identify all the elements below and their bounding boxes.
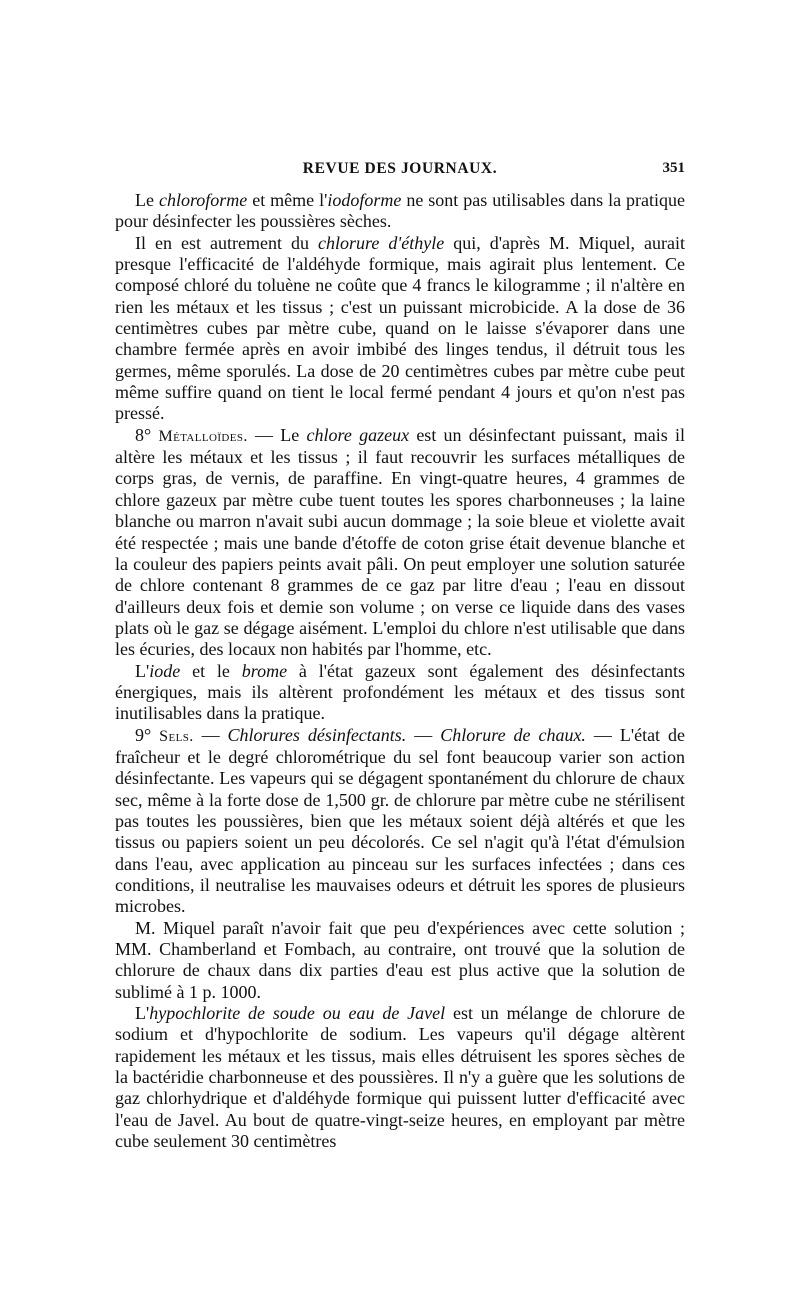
text-run: — L'état de fraîcheur et le degré chlorométrique du sel font beaucoup varier son action désinfectante. Les vapeurs qui se dégagent spontanément du chlorure de chaux sec, même à la forte dose de 1,500 gr. de chlorure par mètre cube ne stérilisent pas toutes les poussières, bien que les métaux soient déjà altérés et que les tissus ou papiers soient un peu décolorés. Ce sel n'agit qu'à l'état d'émulsion dans l'eau, avec application au pinceau sur les surfaces infectées ; dans ces conditions, il neutralise les mauvaises odeurs et détruit les spores de plusieurs microbes.	[115, 724, 686, 917]
text-run: qui, d'après M. Miquel, aurait presque l'efficacité de l'aldéhyde formique, mais agirait plus lentement. Ce composé chloré du toluène ne coûte que 4 francs le kilogramme ; il n'altère en rien les métaux et les tissus ; c'est un puissant microbicide. A la dose de 36 centimètres cubes par mètre cube, quand on le laisse s'évaporer dans une chambre fermée après en avoir imbibé des linges tendus, il détruit tous les germes, même sporulés. La dose de 20 centimètres cubes par mètre cube peut même suffire quand on tient le local fermé pendant 4 jours et qu'on n'est pas pressé.	[115, 232, 686, 424]
page-header	[115, 160, 685, 184]
text-run: L'	[135, 1003, 150, 1024]
section-heading: Sels.	[159, 727, 194, 745]
paragraph	[115, 918, 685, 1003]
italic-run: hypochlorite de soude ou eau de Javel	[149, 1003, 446, 1024]
text-run: et le	[180, 660, 242, 681]
italic-run: Chlorures désinfectants.	[227, 724, 407, 745]
paragraph	[115, 233, 685, 425]
text-run: —	[193, 724, 228, 745]
text-run: Le	[135, 190, 159, 210]
text-run: 9°	[135, 724, 160, 745]
italic-run: chlorure d'éthyle	[318, 232, 445, 253]
paragraph	[115, 425, 685, 661]
paragraph	[115, 1003, 685, 1152]
paragraph	[115, 661, 685, 725]
paragraph	[115, 190, 685, 233]
text-run: — Le	[247, 424, 307, 445]
italic-run: Chlorure de chaux.	[440, 724, 586, 745]
text-run: Il en est autrement du	[135, 232, 319, 253]
article-body	[115, 190, 685, 1152]
italic-run: chloroforme	[158, 190, 248, 210]
text-run: est un mélange de chlorure de sodium et d'hypochlorite de sodium. Les vapeurs qu'il dégage altèrent rapidement les métaux et les tissus, mais elles détruisent les spores sèches de la bactéridie charbonneuse et des poussières. Il n'y a guère que les solutions de gaz chlorhydrique et d'aldéhyde formique qui puissent lutter d'efficacité avec l'eau de Javel. Au bout de quatre-vingt-seize heures, en employant par mètre cube seulement 30 centimètres	[115, 1003, 685, 1152]
italic-run: iode	[149, 660, 181, 681]
text-run: L'	[135, 660, 150, 681]
text-run: 8°	[135, 424, 159, 445]
italic-run: brome	[241, 660, 288, 681]
section-heading: Métalloïdes.	[158, 427, 248, 445]
italic-run: iodoforme	[327, 190, 402, 210]
running-title: REVUE DES JOURNAUX.	[302, 160, 498, 177]
text-run: ne sont pas utilisables dans la pratique pour désinfecter les poussières sèches.	[115, 190, 686, 232]
text-run: est un désinfectant puissant, mais il altère les métaux et les tissus ; il faut recouvrir les surfaces métalliques de corps gras, de vernis, de paraffine. En vingt-quatre heures, 4 grammes de chlore gazeux par mètre cube tuent toutes les spores charbonneuses ; la laine blanche ou marron n'avait subi aucun dommage ; la soie bleue et violette avait été respectée ; mais une bande d'étoffe de coton grise était devenue blanche et la couleur des papiers peints avait pâli. On peut employer une solution saturée de chlore contenant 8 grammes de ce gaz par litre d'eau ; l'eau en dissout d'ailleurs deux fois et demie son volume ; on verse ce liquide dans des vases plats où le gaz se dégage aisément. L'emploi du chlore n'est utilisable que dans les écuries, des locaux non habités par l'homme, etc.	[115, 424, 685, 660]
text-run: et même l'	[247, 190, 328, 210]
italic-run: chlore gazeux	[306, 424, 410, 445]
text-run: —	[406, 724, 441, 745]
paragraph	[115, 725, 685, 918]
text-run: à l'état gazeux sont également des désinfectants énergiques, mais ils altèrent profondément les métaux et des tissus sont inutilisables dans la pratique.	[115, 660, 685, 724]
text-run: M. Miquel paraît n'avoir fait que peu d'expériences avec cette solution ; MM. Chamberland et Fombach, au contraire, ont trouvé que la solution de chlorure de chaux dans dix parties d'eau est plus active que la solution de sublimé à 1 p. 1000.	[115, 917, 685, 1002]
page-number: 351	[662, 160, 685, 176]
